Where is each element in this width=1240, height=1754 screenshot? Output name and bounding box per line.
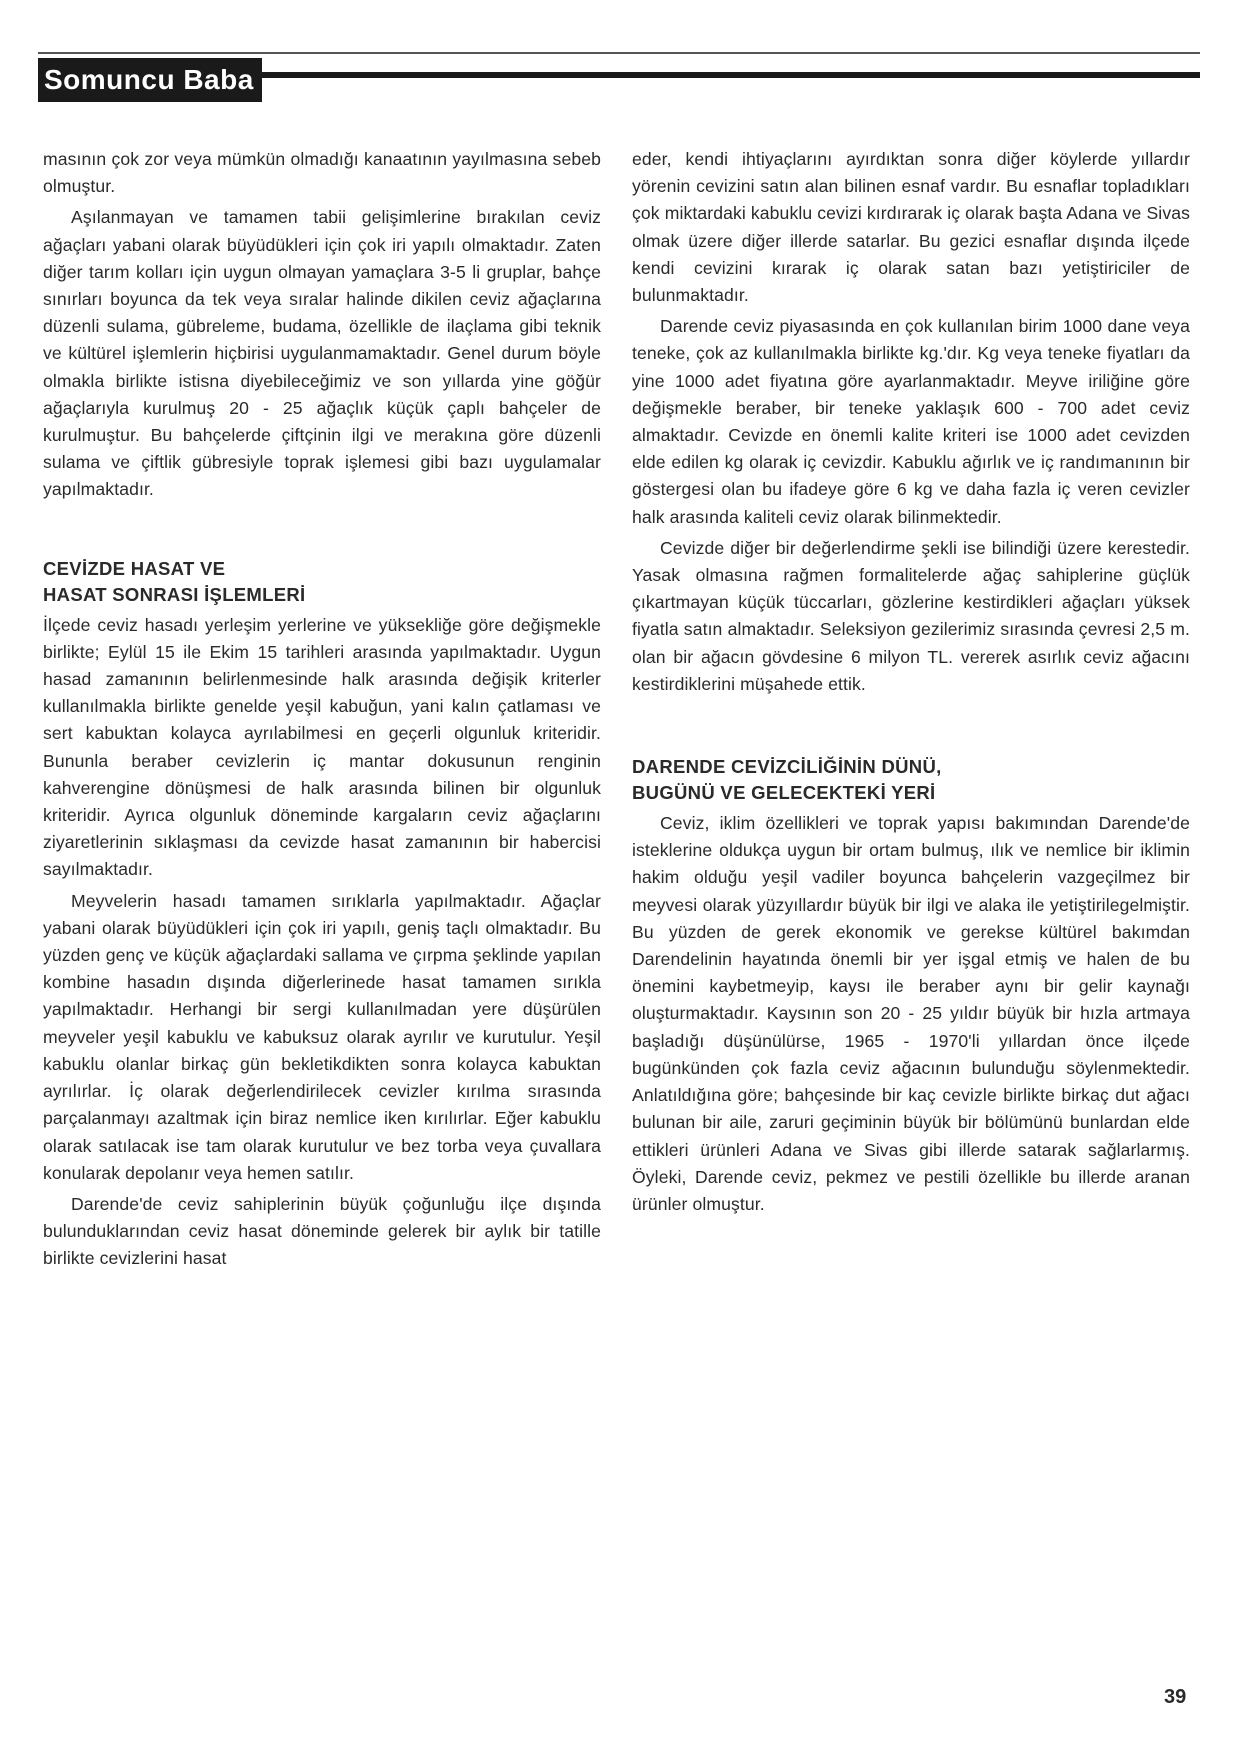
paragraph: Ceviz, iklim özellikleri ve toprak yapısı bakımından Darende'de isteklerine oldukça uygun bir ortam bulmuş, ılık ve nemlice bir iklimin hakim olduğu yeşil vadiler boyunca bahçelerin vazgeçilmez bir meyvesi olarak yüzyıllardır büyük bir ilgi ve alaka ile yetiştirilegelmiştir. Bu yüzden de gerek ekonomik ve gerekse kültürel bakımdan Darendelinin hayatında önemli bir yer işgal etmiş ve halen de bu önemini kaybetmeyip, kaysı ile beraber aynı bir gelir kaynağı oluşturmaktadır. Kaysının son 20 - 25 yıldır büyük bir hızla artmaya başladığı düşünülürse, 1965 - 1970'li yıllardan önce ilçede bugünkünden çok fazla ceviz ağacının bulunduğu söylenmektedir. Anlatıldığına göre; bahçesinde bir kaç cevizle birlikte birkaç dut ağacı bulunan bir aile, zaruri geçiminin büyük bir bölümünü bunlardan elde ettikleri ürünleri Adana ve Sivas gibi illerde satarak sağlarlarmış. Öyleki, Darende ceviz, pekmez ve pestili özellikle bu illerde aranan ürünler olmuştur. (632, 813, 1190, 1214)
paragraph: Meyvelerin hasadı tamamen sırıklarla yapılmaktadır. Ağaçlar yabani olarak büyüdükleri için çok iri yapılı, geniş taçlı olmaktadır. Bu yüzden genç ve küçük ağaçlardaki sallama ve çırpma şeklinde yapılan kombine hasadın dışında diğerlerinede hasat tamamen sırıkla yapılmaktadır. Herhangi bir sergi kullanılmadan yere düşürülen meyveler yeşil kabuklu ve kabuksuz olarak ayrılır ve kurutulur. Yeşil kabuklu olanlar birkaç gün bekletikdikten sonra kolayca kabuktan ayrılırlar. İç olarak değerlendirilecek cevizler kırılma sırasında parçalanmayı azaltmak için biraz nemlice iken kırılırlar. Eğer kabuklu olarak satılacak ise tam olarak kurutulur ve bez torba veya çuvallara konularak depolanır veya hemen satılır. (43, 890, 601, 1183)
paragraph: masının çok zor veya mümkün olmadığı kanaatının yayılmasına sebeb olmuştur. (43, 149, 601, 197)
paragraph: Aşılanmayan ve tamamen tabii gelişimlerine bırakılan ceviz ağaçları yabani olarak büyüdükleri için çok iri yapılı olmaktadır. Zaten diğer tarım kolları için uygun olmayan yamaçlara 3-5 li gruplar, bahçe sınırları boyunca da tek veya sıralar halinde dikilen ceviz ağaçlarına düzenli sulama, gübreleme, budama, özellikle de ilaçlama gibi teknik ve kültürel işlemlerin hiçbirisi uygulanmamaktadır. Genel durum böyle olmakla birlikte istisna diyebileceğimiz ve son yıllarda yine göğür ağaçlarıyla kurulmuş 20 - 25 ağaçlık küçük çaplı bahçeler de kurulmuştur. Bu bahçelerde çiftçinin ilgi ve merakına göre düzenli sulama ve çiftlik gübresiyle toprak işlemesi gibi bazı uygulamalar yapılmaktadır. (43, 207, 601, 500)
page-number: 39 (1164, 1686, 1187, 1708)
magazine-logo: Somuncu Baba (38, 58, 262, 102)
section-heading-line: DARENDE CEVİZCİLİĞİNİN DÜNÜ, (632, 756, 942, 778)
section-heading-line: CEVİZDE HASAT VE (43, 557, 226, 579)
paragraph: Darende ceviz piyasasında en çok kullanılan birim 1000 dane veya teneke, çok az kullanılmakla birlikte kg.'dır. Kg veya teneke fiyatları da yine 1000 adet fiyatına göre ayarlanmaktadır. Meyve iriliğine göre değişmekle beraber, bir teneke yaklaşık 600 - 700 adet ceviz almaktadır. Cevizde en önemli kalite kriteri ise 1000 adet cevizden elde edilen kg olarak iç cevizdir. Kabuklu ağırlık ve iç randımanının bir göstergesi olan bu ifadeye göre 6 kg ve daha fazla iç veren cevizler halk arasında kaliteli ceviz olarak bilinmektedir. (632, 316, 1190, 527)
section-heading-line: HASAT SONRASI İŞLEMLERİ (43, 583, 306, 605)
section-heading (43, 556, 601, 608)
masthead (38, 52, 1200, 102)
paragraph: Darende'de ceviz sahiplerinin büyük çoğunluğu ilçe dışında bulunduklarından ceviz hasat döneminde gelerek bir aylık bir tatille birlikte cevizlerini hasat (43, 1193, 601, 1269)
section-heading-line: BUGÜNÜ VE GELECEKTEKİ YERİ (632, 782, 936, 804)
masthead-thick-rule (238, 72, 1200, 78)
paragraph: eder, kendi ihtiyaçlarını ayırdıktan sonra diğer köylerde yıllardır yörenin cevizini satın alan bilinen esnaf vardır. Bu esnaflar topladıkları çok miktardaki kabuklu cevizi kırdırarak iç olarak başta Adana ve Sivas olmak üzere diğer illerde satarlar. Bu gezici esnaflar dışında ilçede kendi cevizini kırarak iç olarak satan bazı yetiştiriciler de bulunmaktadır. (632, 149, 1190, 306)
section-heading (632, 754, 1190, 806)
paragraph: Cevizde diğer bir değerlendirme şekli ise bilindiği üzere kerestedir. Yasak olmasına rağmen formalitelerde ağaç sahiplerine güçlük çıkartmayan küçük tüccarları, gözlerine kestirdikleri ağaçları yüksek fiyatla satın almaktadır. Seleksiyon gezilerimiz sırasında çevresi 2,5 m. olan bir ağacın gövdesine 6 milyon TL. vererek asırlık ceviz ağacını kestirdiklerini müşahede ettik. (632, 537, 1190, 694)
right-column (632, 146, 1190, 1218)
paragraph: İlçede ceviz hasadı yerleşim yerlerine ve yüksekliğe göre değişmekle birlikte; Eylül 15 ile Ekim 15 tarihleri arasında yapılmaktadır. Uygun hasad zamanının belirlenmesinde halk arasında değişik kriterler kullanılmakla birlikte genelde yeşil kabuğun, yani kalın çatlaması ve sert kabuktan kolayca ayrılabilmesi en geçerli olgunluk kriteridir. Bununla beraber cevizlerin iç mantar dokusunun renginin kahverengine dönüşmesi de halk arasında bilinen bir olgunluk kriteridir. Ayrıca olgunluk döneminde kargaların ceviz ağaçlarını ziyaretlerinin sıklaşması da cevizde hasat zamanının bir habercisi sayılmaktadır. (43, 614, 601, 880)
left-column (43, 146, 601, 1273)
masthead-thin-rule (38, 52, 1200, 54)
